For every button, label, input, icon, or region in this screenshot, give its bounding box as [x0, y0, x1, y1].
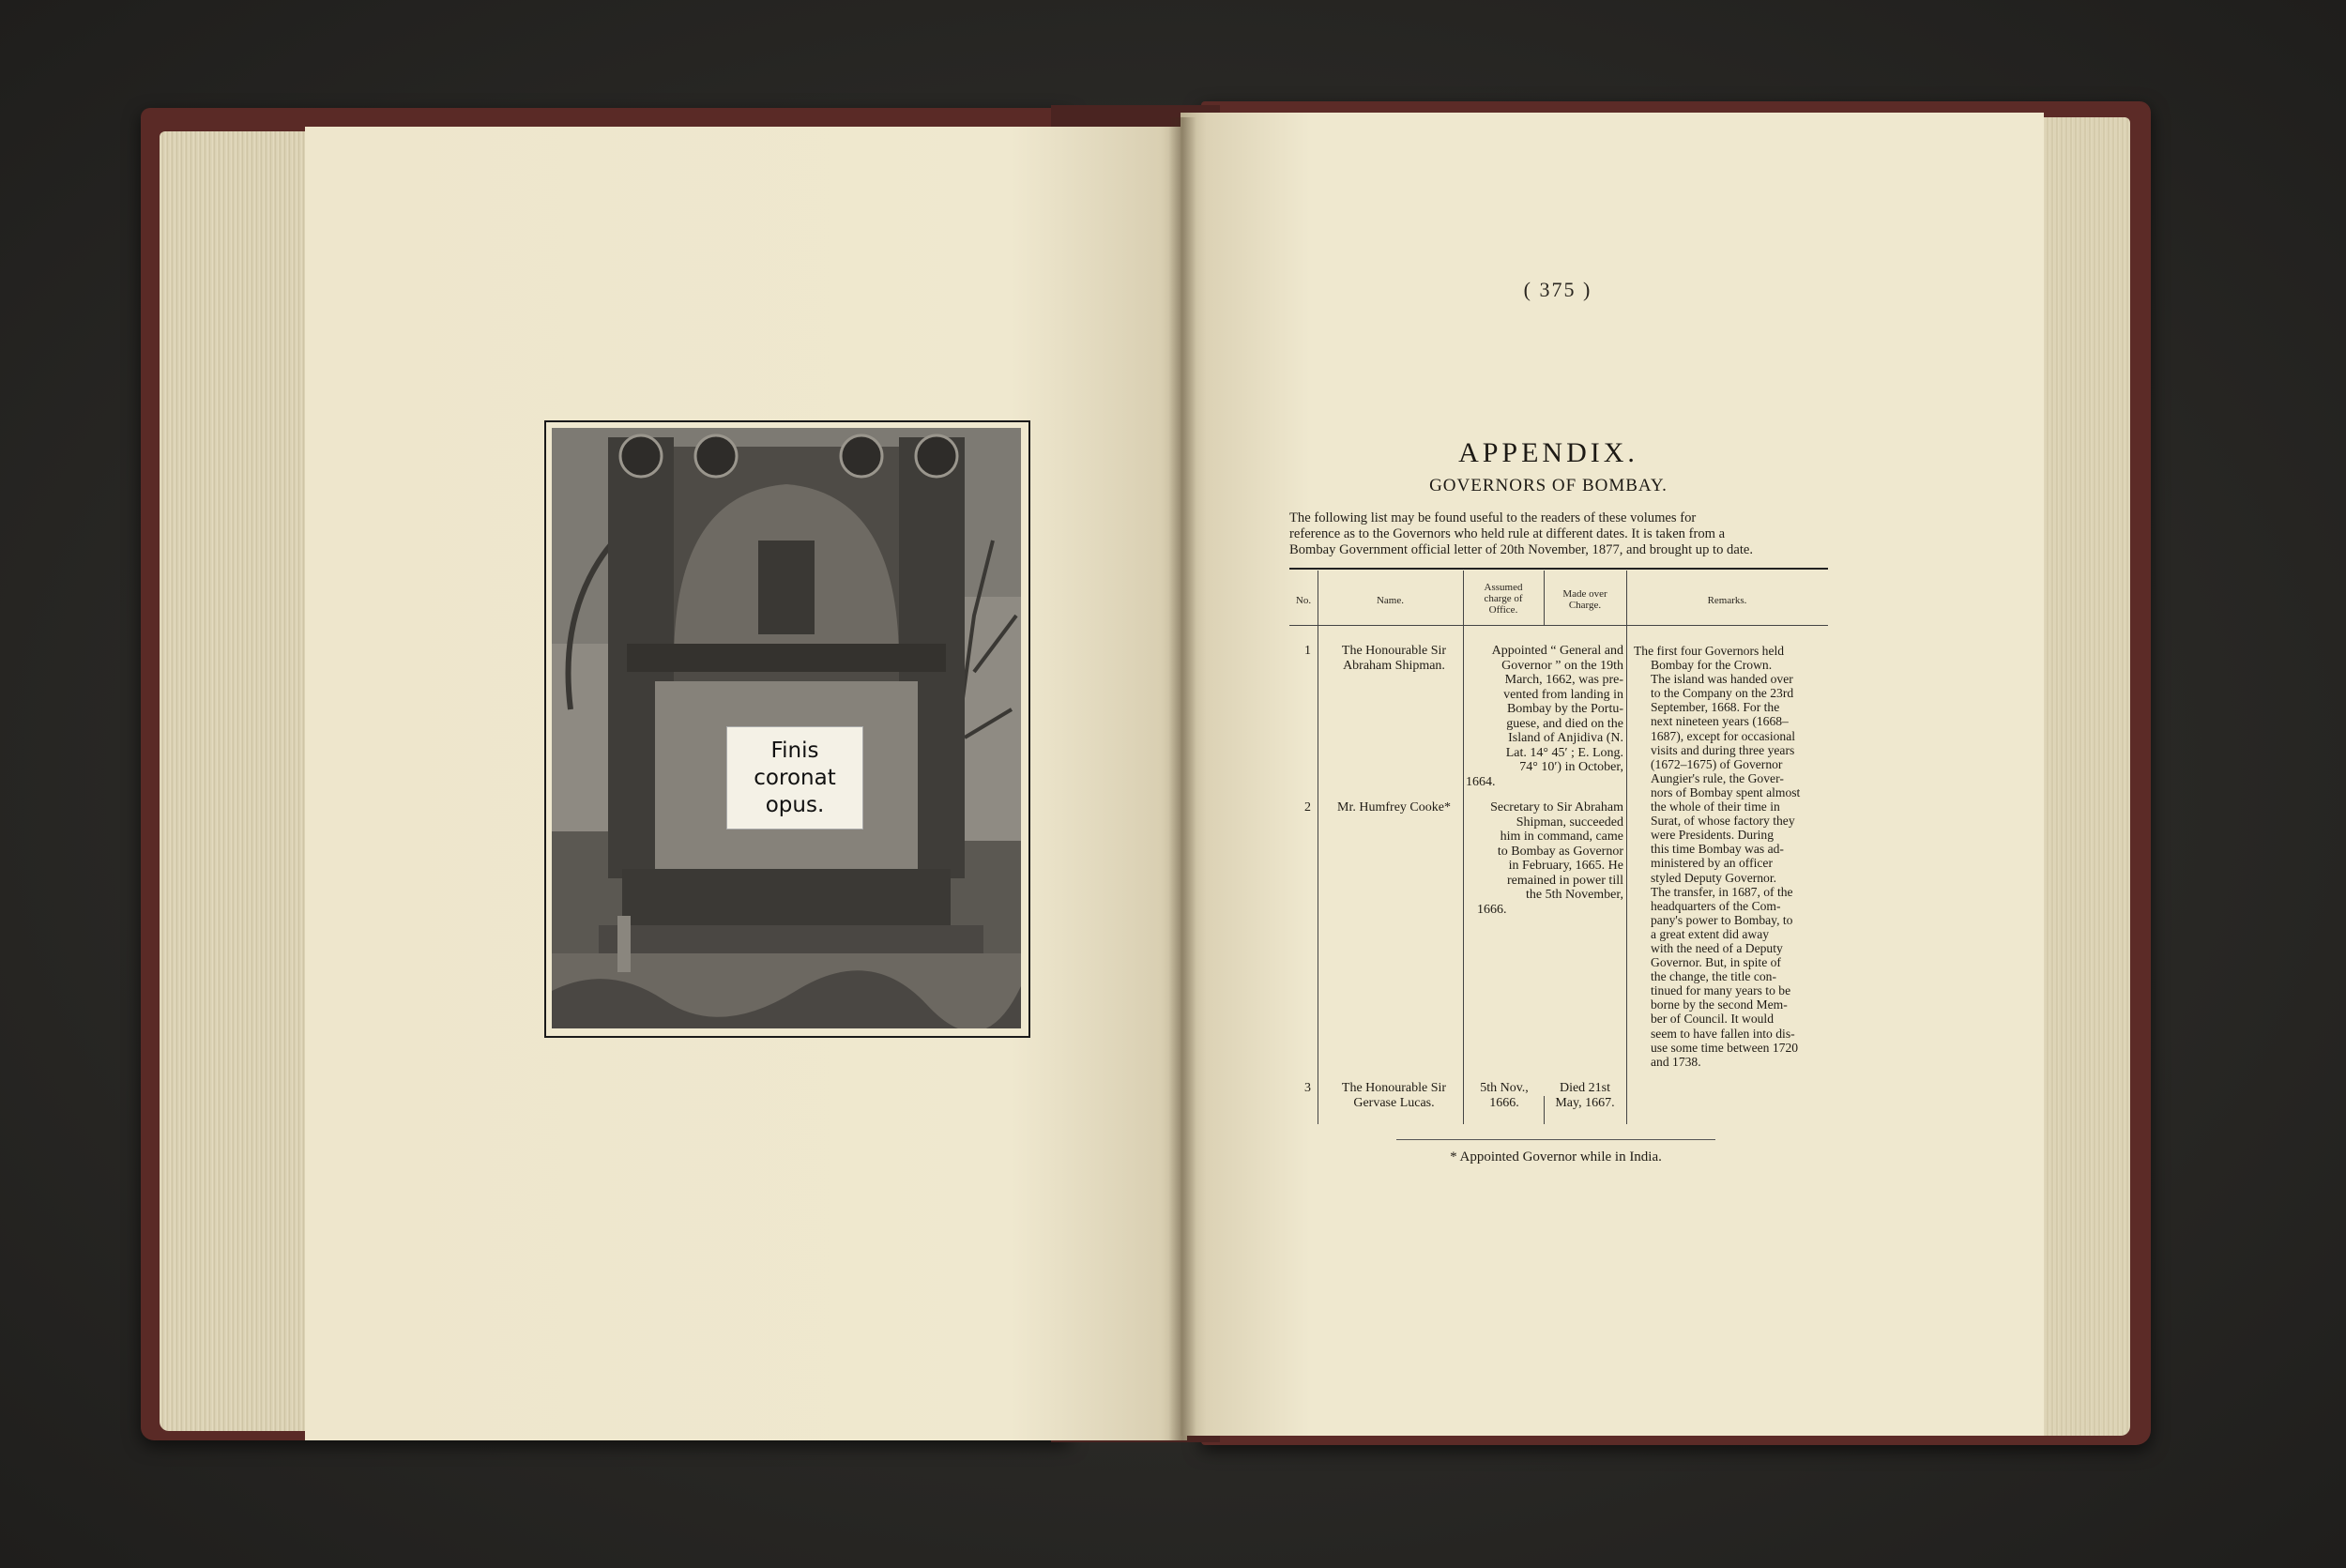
remarks-line: were Presidents. During: [1651, 828, 1774, 843]
row-name-line: Mr. Humfrey Cooke*: [1337, 800, 1451, 814]
remarks-line: styled Deputy Governor.: [1651, 870, 1777, 885]
plate-label-line: coronat: [754, 765, 836, 790]
remarks-line: to the Company on the 23rd: [1651, 686, 1794, 701]
row-assumed-line: Governor ” on the 19th: [1501, 658, 1623, 673]
row-assumed-line: Shipman, succeeded: [1516, 814, 1623, 830]
page-edges-left: [160, 131, 310, 1431]
remarks-line: Governor. But, in spite of: [1651, 955, 1781, 970]
row-assumed-line: remained in power till: [1506, 873, 1623, 888]
remarks-line: (1672–1675) of Governor: [1651, 756, 1783, 771]
row-made-over-line: Died 21st: [1559, 1081, 1611, 1095]
remarks-line: The transfer, in 1687, of the: [1651, 884, 1793, 899]
header-made-over-line: Charge.: [1568, 600, 1602, 611]
row-assumed-line: Appointed “ General and: [1491, 644, 1623, 658]
row-assumed: [1466, 800, 1623, 917]
remarks-line: next nineteen years (1668–: [1651, 714, 1789, 729]
remarks-line: 1687), except for occasional: [1651, 728, 1795, 743]
footnote: * Appointed Governor while in India.: [1450, 1149, 1662, 1165]
remarks-line: seem to have fallen into dis-: [1651, 1026, 1795, 1041]
header-assumed-line: Office.: [1488, 604, 1518, 616]
header-made-over-line: Made over: [1562, 588, 1607, 600]
intro-paragraph: [1289, 510, 1828, 558]
row-number: 1: [1304, 644, 1311, 658]
remarks-line: September, 1668. For the: [1651, 700, 1780, 715]
row-assumed-line: in February, 1665. He: [1508, 859, 1623, 873]
row-made-over-line: May, 1667.: [1555, 1095, 1615, 1110]
intro-line: Bombay Government official letter of 20th November, 1877, and brought up to date.: [1289, 542, 1753, 557]
row-assumed-line: vented from landing in: [1503, 687, 1623, 702]
remarks-line: nors of Bombay spent almost: [1651, 784, 1801, 799]
row-name: [1326, 644, 1462, 673]
page-number: ( 375 ): [1523, 278, 1592, 301]
remarks-line: ministered by an officer: [1651, 856, 1773, 871]
row-number: 2: [1304, 800, 1311, 814]
table-top-rule: [1289, 568, 1828, 570]
remarks-line: visits and during three years: [1651, 742, 1795, 757]
remarks-line: Bombay for the Crown.: [1651, 658, 1773, 673]
row-assumed-line: Secretary to Sir Abraham: [1490, 800, 1623, 814]
row-name: [1326, 800, 1462, 815]
row-number: 3: [1304, 1081, 1311, 1095]
intro-line: reference as to the Governors who held rule at different dates. It is taken from a: [1289, 526, 1726, 541]
plate-label-line: opus.: [765, 792, 825, 817]
row-name: [1326, 1081, 1462, 1110]
row-assumed-line: 1666.: [1489, 1095, 1519, 1110]
column-divider: [1463, 571, 1464, 1124]
appendix-subtitle: GOVERNORS OF BOMBAY.: [1429, 476, 1668, 495]
remarks-line: the whole of their time in: [1651, 799, 1780, 814]
row-assumed-line: 1666.: [1477, 902, 1507, 917]
remarks-line: a great extent did away: [1651, 926, 1770, 941]
appendix-title: APPENDIX.: [1458, 437, 1638, 468]
row-assumed-line: 74° 10′) in October,: [1519, 760, 1623, 774]
header-name: Name.: [1376, 595, 1404, 606]
table-header-rule: [1289, 625, 1828, 626]
header-remarks: Remarks.: [1707, 595, 1747, 606]
header-assumed-line: Assumed: [1484, 582, 1523, 593]
remarks-line: Surat, of whose factory they: [1651, 814, 1795, 829]
remarks-line: the change, the title con-: [1651, 969, 1776, 984]
row-made-over: [1546, 1081, 1624, 1110]
remarks-line: borne by the second Mem-: [1651, 997, 1788, 1012]
row-name-line: Abraham Shipman.: [1343, 658, 1445, 673]
header-assumed: [1463, 582, 1544, 616]
header-no: No.: [1295, 595, 1312, 606]
remarks-line: tinued for many years to be: [1651, 983, 1791, 998]
remarks-line: The island was handed over: [1651, 672, 1793, 687]
remarks-line: headquarters of the Com-: [1651, 898, 1781, 913]
column-divider: [1626, 571, 1627, 1124]
plate-label-line: Finis: [770, 738, 819, 763]
remarks-line: this time Bombay was ad-: [1651, 842, 1784, 857]
row-assumed-line: March, 1662, was pre-: [1504, 673, 1623, 687]
row-assumed-line: 5th Nov.,: [1480, 1081, 1529, 1095]
remarks-line: Aungier's rule, the Gover-: [1651, 770, 1784, 785]
photo-plate: [544, 420, 1030, 1038]
remarks-text: [1634, 644, 1826, 1069]
row-assumed-line: guese, and died on the: [1506, 716, 1623, 731]
row-name-line: The Honourable Sir: [1341, 1081, 1447, 1095]
book-gutter: [1168, 117, 1196, 1440]
footnote-rule: [1396, 1139, 1715, 1140]
row-name-line: The Honourable Sir: [1341, 644, 1447, 658]
row-assumed-line: Bombay by the Portu-: [1506, 702, 1623, 716]
remarks-line: ber of Council. It would: [1651, 1012, 1775, 1027]
intro-line: The following list may be found useful to the readers of these volumes for: [1289, 510, 1697, 525]
header-made-over: [1544, 588, 1626, 611]
row-assumed-line: Island of Anjidiva (N.: [1508, 731, 1623, 745]
row-assumed-line: him in command, came: [1500, 830, 1623, 844]
row-assumed-line: the 5th November,: [1525, 888, 1623, 902]
remarks-line: use some time between 1720: [1651, 1040, 1799, 1055]
column-divider: [1544, 1096, 1545, 1124]
row-assumed: [1466, 1081, 1543, 1110]
header-assumed-line: charge of: [1484, 593, 1523, 604]
row-assumed-line: Lat. 14° 45′ ; E. Long.: [1505, 745, 1623, 760]
remarks-line: The first four Governors held: [1634, 644, 1785, 658]
remarks-line: and 1738.: [1651, 1054, 1701, 1069]
row-assumed: [1466, 644, 1623, 789]
remarks-line: with the need of a Deputy: [1651, 940, 1783, 955]
tomb-photograph: [552, 428, 1021, 1028]
row-assumed-line: 1664.: [1466, 774, 1496, 789]
row-assumed-line: to Bombay as Governor: [1497, 844, 1623, 859]
remarks-line: pany's power to Bombay, to: [1651, 912, 1793, 927]
finis-coronat-opus-label: [726, 726, 863, 830]
row-name-line: Gervase Lucas.: [1353, 1095, 1435, 1110]
